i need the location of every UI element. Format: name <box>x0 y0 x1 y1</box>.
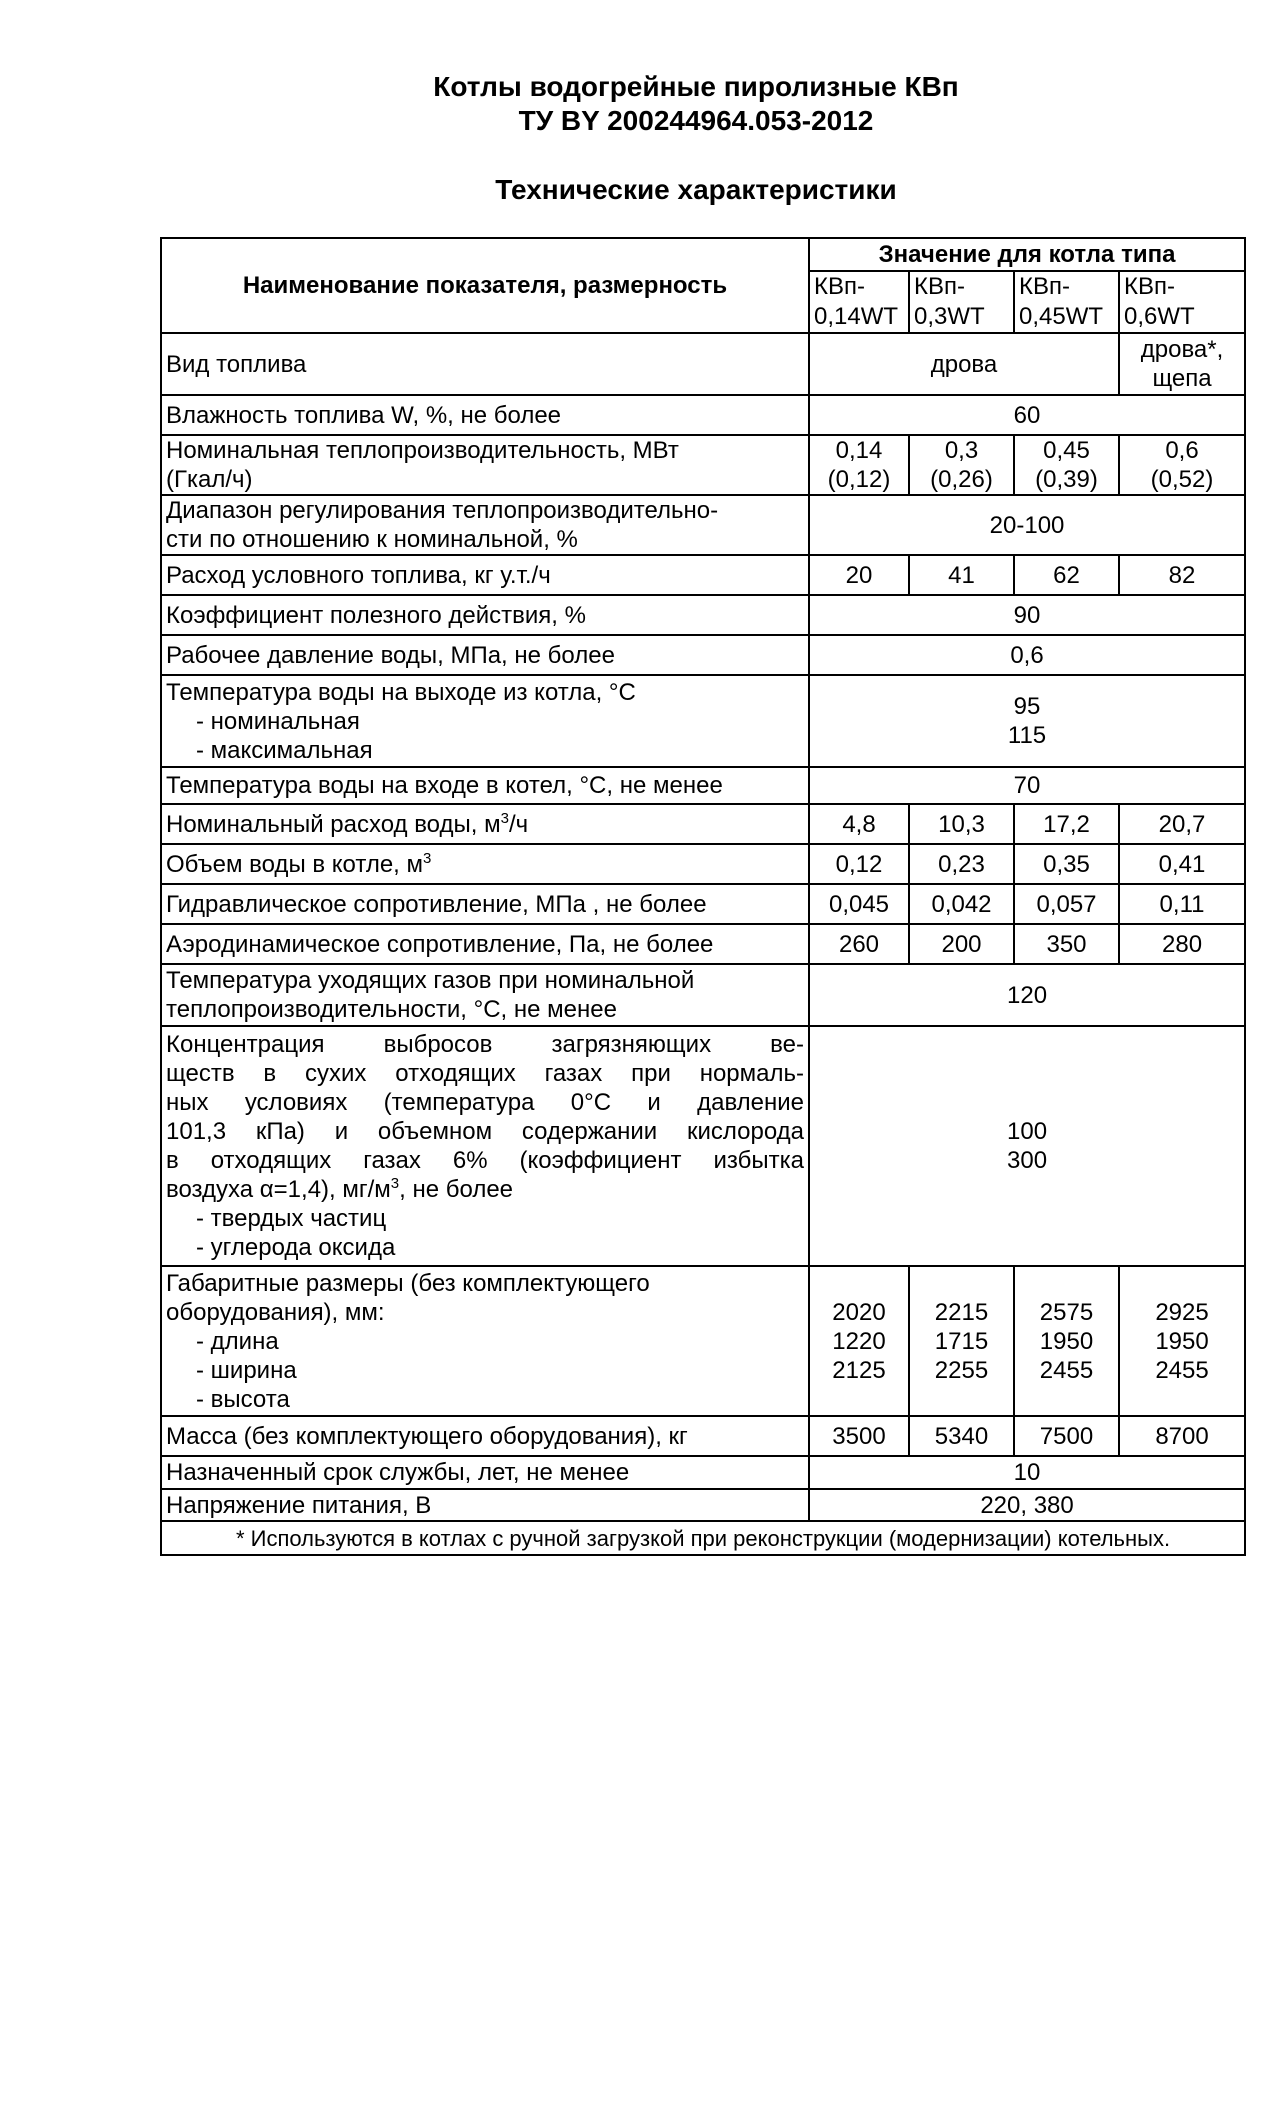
value-emissions: 100 300 <box>809 1026 1245 1266</box>
header-row <box>161 238 1245 271</box>
document-standard: ТУ BY 200244964.053-2012 <box>518 105 874 136</box>
value-fuel-consumption: 20 <box>809 555 909 595</box>
document-subtitle: Технические характеристики <box>495 174 897 205</box>
value-dimensions: 2575 1950 2455 <box>1014 1266 1119 1416</box>
model-header: КВп- 0,6WT <box>1119 271 1245 333</box>
document-title: Котлы водогрейные пиролизные КВп <box>433 71 959 102</box>
table-row <box>161 1456 1245 1489</box>
param-inlet-temp: Температура воды на входе в котел, °С, не менее <box>161 767 809 804</box>
value-voltage: 220, 380 <box>809 1489 1245 1521</box>
value-water-flow: 20,7 <box>1119 804 1245 844</box>
param-fuel-type: Вид топлива <box>161 333 809 395</box>
value-fuel-consumption: 62 <box>1014 555 1119 595</box>
table-row <box>161 1416 1245 1456</box>
value-inlet-temp: 70 <box>809 767 1245 804</box>
param-fuel-consumption: Расход условного топлива, кг у.т./ч <box>161 555 809 595</box>
param-service-life: Назначенный срок службы, лет, не менее <box>161 1456 809 1489</box>
table-row <box>161 1266 1245 1416</box>
table-row <box>161 884 1245 924</box>
param-capacity: Номинальная теплопроизводительность, МВт (Гкал/ч) <box>161 435 809 495</box>
value-humidity: 60 <box>809 395 1245 435</box>
value-capacity: 0,14 (0,12) <box>809 435 909 495</box>
table-row <box>161 844 1245 884</box>
param-regulation-range: Диапазон регулирования теплопроизводительно- сти по отношению к номинальной, % <box>161 495 809 555</box>
value-water-volume: 0,41 <box>1119 844 1245 884</box>
table-row <box>161 435 1245 495</box>
table-row <box>161 804 1245 844</box>
param-voltage: Напряжение питания, В <box>161 1489 809 1521</box>
value-hydraulic-resistance: 0,11 <box>1119 884 1245 924</box>
table-row <box>161 767 1245 804</box>
value-mass: 5340 <box>909 1416 1014 1456</box>
value-mass: 7500 <box>1014 1416 1119 1456</box>
value-outlet-temp: 95 115 <box>809 675 1245 767</box>
header-value-group: Значение для котла типа <box>809 238 1245 271</box>
value-water-volume: 0,23 <box>909 844 1014 884</box>
footnote: * Используются в котлах с ручной загрузкой при реконструкции (модернизации) котельных. <box>161 1521 1245 1555</box>
param-humidity: Влажность топлива W, %, не более <box>161 395 809 435</box>
value-hydraulic-resistance: 0,057 <box>1014 884 1119 924</box>
value-aero-resistance: 260 <box>809 924 909 964</box>
table-row <box>161 635 1245 675</box>
param-water-flow: Номинальный расход воды, $м^3/ч$ <box>161 804 809 844</box>
value-fuel-4: дрова*, щепа <box>1119 333 1245 395</box>
value-aero-resistance: 280 <box>1119 924 1245 964</box>
value-water-flow: 10,3 <box>909 804 1014 844</box>
param-mass: Масса (без комплектующего оборудования), кг <box>161 1416 809 1456</box>
table-row <box>161 924 1245 964</box>
value-regulation-range: 20-100 <box>809 495 1245 555</box>
value-hydraulic-resistance: 0,042 <box>909 884 1014 924</box>
value-mass: 8700 <box>1119 1416 1245 1456</box>
param-aero-resistance: Аэродинамическое сопротивление, Па, не более <box>161 924 809 964</box>
value-fuel-1-3: дрова <box>809 333 1119 395</box>
value-fuel-consumption: 82 <box>1119 555 1245 595</box>
param-water-volume: Объем воды в котле, $м^3$ <box>161 844 809 884</box>
value-pressure: 0,6 <box>809 635 1245 675</box>
param-efficiency: Коэффициент полезного действия, % <box>161 595 809 635</box>
param-outlet-temp: Температура воды на выходе из котла, °С - номинальная - максимальная <box>161 675 809 767</box>
table-row <box>161 555 1245 595</box>
value-dimensions: 2020 1220 2125 <box>809 1266 909 1416</box>
value-water-volume: 0,35 <box>1014 844 1119 884</box>
value-dimensions: 2925 1950 2455 <box>1119 1266 1245 1416</box>
header-parameter-name: Наименование показателя, размерность <box>161 238 809 333</box>
param-dimensions: Габаритные размеры (без комплектующего оборудования), мм: - длина - ширина - высота <box>161 1266 809 1416</box>
table-row <box>161 675 1245 767</box>
value-capacity: 0,6 (0,52) <box>1119 435 1245 495</box>
model-header: КВп- 0,14WT <box>809 271 909 333</box>
table-row <box>161 964 1245 1026</box>
table-row <box>161 1489 1245 1521</box>
table-row <box>161 1026 1245 1266</box>
value-water-flow: 17,2 <box>1014 804 1119 844</box>
value-capacity: 0,45 (0,39) <box>1014 435 1119 495</box>
table-row <box>161 595 1245 635</box>
table-row <box>161 395 1245 435</box>
document-header <box>0 70 1276 207</box>
model-header: КВп- 0,45WT <box>1014 271 1119 333</box>
model-header: КВп- 0,3WT <box>909 271 1014 333</box>
value-water-volume: 0,12 <box>809 844 909 884</box>
specifications-table <box>160 237 1246 1556</box>
footnote-row <box>161 1521 1245 1555</box>
table-row <box>161 333 1245 395</box>
value-aero-resistance: 200 <box>909 924 1014 964</box>
param-hydraulic-resistance: Гидравлическое сопротивление, МПа , не более <box>161 884 809 924</box>
value-aero-resistance: 350 <box>1014 924 1119 964</box>
value-water-flow: 4,8 <box>809 804 909 844</box>
value-capacity: 0,3 (0,26) <box>909 435 1014 495</box>
value-service-life: 10 <box>809 1456 1245 1489</box>
value-fuel-consumption: 41 <box>909 555 1014 595</box>
param-flue-gas-temp: Температура уходящих газов при номинальной теплопроизводительности, °С, не менее <box>161 964 809 1026</box>
value-hydraulic-resistance: 0,045 <box>809 884 909 924</box>
value-efficiency: 90 <box>809 595 1245 635</box>
param-emissions: Концентрация выбросов загрязняющих ве- ществ в сухих отходящих газах при нормаль- ных условиях (температура 0°С и давление 101,3 кПа) и объемном содержании кислорода в отходящих газах 6% (коэффициент избытка воздуха α=1,4), $мг/м^3$, не более - твердых частиц - углерода оксида <box>161 1026 809 1266</box>
table-row <box>161 495 1245 555</box>
value-dimensions: 2215 1715 2255 <box>909 1266 1014 1416</box>
param-pressure: Рабочее давление воды, МПа, не более <box>161 635 809 675</box>
value-flue-gas-temp: 120 <box>809 964 1245 1026</box>
value-mass: 3500 <box>809 1416 909 1456</box>
